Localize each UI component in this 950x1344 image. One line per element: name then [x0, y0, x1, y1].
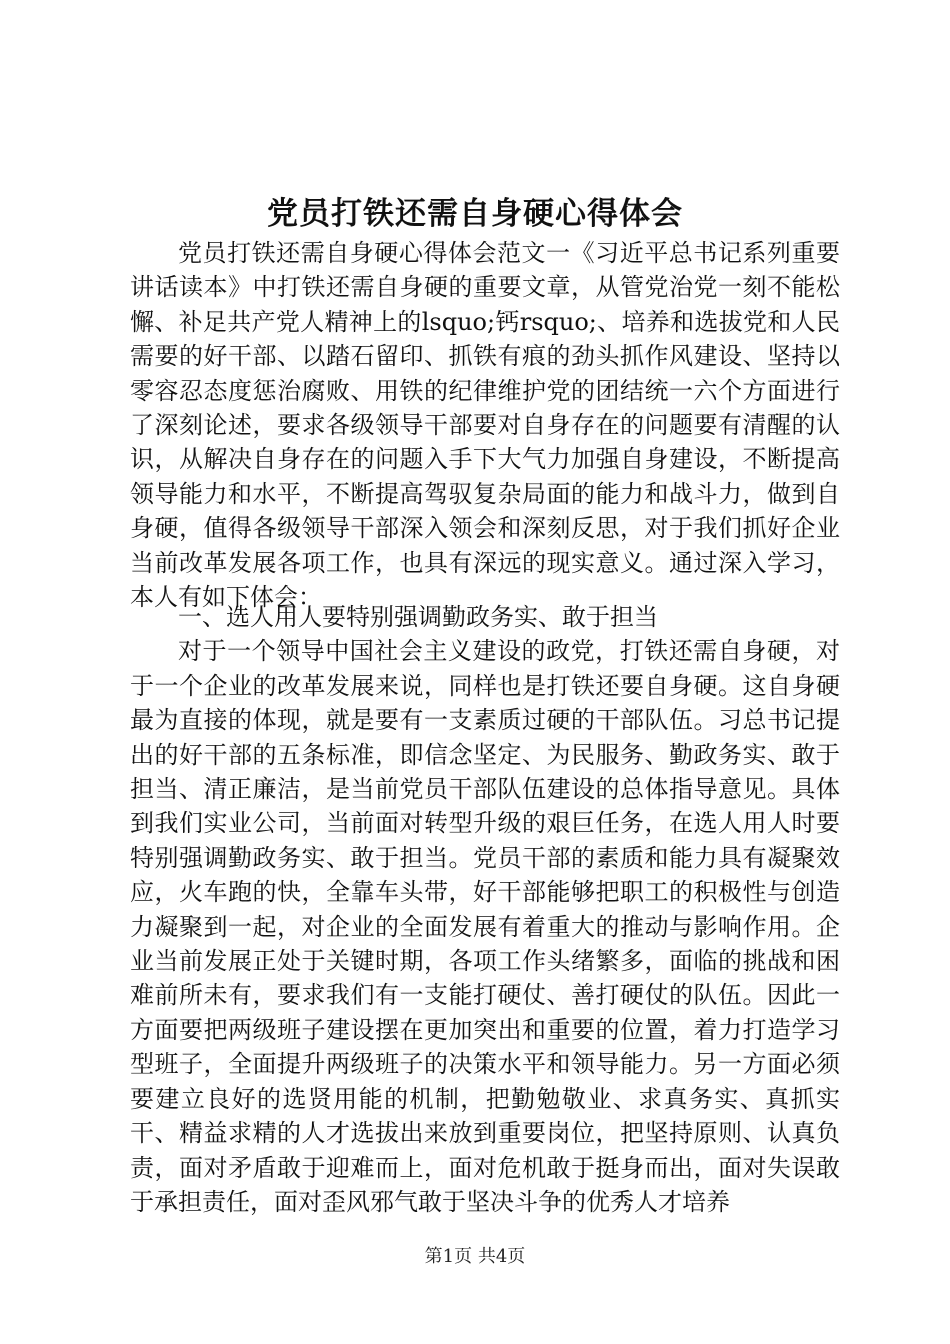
intro-block: [130, 236, 840, 614]
section-1-paragraph: 对于一个领导中国社会主义建设的政党，打铁还需自身硬，对于一个企业的改革发展来说，同样也是打铁还要自身硬。这自身硬最为直接的体现，就是要有一支素质过硬的干部队伍。习总书记提出的好干部的五条标准，即信念坚定、为民服务、勤政务实、敢于担当、清正廉洁，是当前党员干部队伍建设的总体指导意见。具体到我们实业公司，当前面对转型升级的艰巨任务，在选人用人时要特别强调勤政务实、敢于担当。党员干部的素质和能力具有凝聚效应，火车跑的快，全靠车头带，好干部能够把职工的积极性与创造力凝聚到一起，对企业的全面发展有着重大的推动与影响作用。企业当前发展正处于关键时期，各项工作头绪繁多，面临的挑战和困难前所未有，要求我们有一支能打硬仗、善打硬仗的队伍。因此一方面要把两级班子建设摆在更加突出和重要的位置，着力打造学习型班子，全面提升两级班子的决策水平和领导能力。另一方面必须要建立良好的选贤用能的机制，把勤勉敬业、求真务实、真抓实干、精益求精的人才选拔出来放到重要岗位，把坚持原则、认真负责，面对矛盾敢于迎难而上，面对危机敢于挺身而出，面对失误敢于承担责任，面对歪风邪气敢于坚决斗争的优秀人才培养: [130, 637, 840, 1216]
page-footer: 第1页 共4页: [424, 1246, 526, 1267]
intro-paragraph: 党员打铁还需自身硬心得体会范文一《习近平总书记系列重要讲话读本》中打铁还需自身硬的重要文章，从管党治党一刻不能松懈、补足共产党人精神上的lsquo;钙rsquo;、培养和选拔党和人民需要的好干部、以踏石留印、抓铁有痕的劲头抓作风建设、坚持以零容忍态度惩治腐败、用铁的纪律维护党的团结统一六个方面进行了深刻论述，要求各级领导干部要对自身存在的问题要有清醒的认识，从解决自身存在的问题入手下大气力加强自身建设，不断提高领导能力和水平，不断提高驾驭复杂局面的能力和战斗力，做到自身硬，值得各级领导干部深入领会和深刻反思，对于我们抓好企业当前改革发展各项工作，也具有深远的现实意义。通过深入学习，本人有如下体会：: [130, 239, 840, 612]
document-title: 党员打铁还需自身硬心得体会: [267, 196, 683, 232]
section-1-heading: 一、选人用人要特别强调勤政务实、敢于担当: [178, 603, 658, 631]
section-1: [130, 600, 840, 1219]
